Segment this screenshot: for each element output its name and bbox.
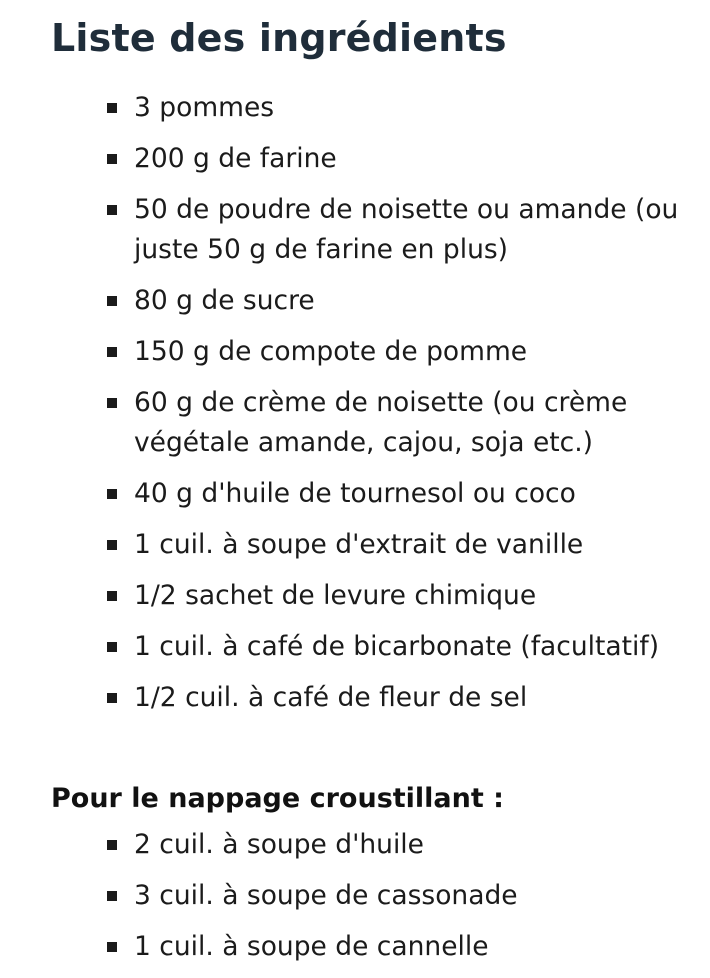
list-item: [106, 281, 696, 321]
list-item: [106, 139, 696, 179]
ingredients-list: [106, 88, 696, 729]
ingredient-text: 1 cuil. à soupe d'extrait de vanille: [134, 529, 584, 560]
square-bullet-icon: [107, 154, 117, 164]
list-item: [106, 332, 696, 372]
square-bullet-icon: [107, 296, 117, 306]
square-bullet-icon: [107, 891, 117, 901]
ingredient-text: 1 cuil. à café de bicarbonate (facultatif): [134, 631, 660, 662]
ingredient-text: 60 g de crème de noisette (ou crème végétale amande, cajou, soja etc.): [134, 387, 628, 458]
square-bullet-icon: [107, 103, 117, 113]
square-bullet-icon: [107, 540, 117, 550]
list-item: [106, 876, 696, 916]
ingredient-text: 150 g de compote de pomme: [134, 336, 528, 367]
ingredient-text: 3 pommes: [134, 92, 275, 123]
square-bullet-icon: [107, 398, 117, 408]
ingredient-text: 50 de poudre de noisette ou amande (ou juste 50 g de farine en plus): [134, 194, 679, 265]
ingredient-text: 1/2 cuil. à café de fleur de sel: [134, 682, 528, 713]
square-bullet-icon: [107, 642, 117, 652]
list-item: [106, 525, 696, 565]
list-item: [106, 576, 696, 616]
ingredient-text: 2 cuil. à soupe d'huile: [134, 829, 424, 860]
list-item: [106, 678, 696, 718]
square-bullet-icon: [107, 840, 117, 850]
ingredient-text: 1/2 sachet de levure chimique: [134, 580, 537, 611]
square-bullet-icon: [107, 347, 117, 357]
square-bullet-icon: [107, 693, 117, 703]
square-bullet-icon: [107, 591, 117, 601]
ingredient-text: 1 cuil. à soupe de cannelle: [134, 931, 489, 962]
list-item: [106, 190, 696, 270]
list-item: [106, 627, 696, 667]
list-item: [106, 927, 696, 967]
topping-subheading: Pour le nappage croustillant :: [51, 783, 504, 814]
square-bullet-icon: [107, 942, 117, 952]
square-bullet-icon: [107, 205, 117, 215]
list-item: [106, 383, 696, 463]
topping-list: [106, 825, 696, 978]
ingredient-text: 3 cuil. à soupe de cassonade: [134, 880, 518, 911]
ingredient-text: 80 g de sucre: [134, 285, 315, 316]
list-item: [106, 88, 696, 128]
ingredient-text: 200 g de farine: [134, 143, 337, 174]
page-title: Liste des ingrédients: [51, 16, 507, 60]
ingredient-text: 40 g d'huile de tournesol ou coco: [134, 478, 576, 509]
list-item: [106, 825, 696, 865]
list-item: [106, 474, 696, 514]
square-bullet-icon: [107, 489, 117, 499]
